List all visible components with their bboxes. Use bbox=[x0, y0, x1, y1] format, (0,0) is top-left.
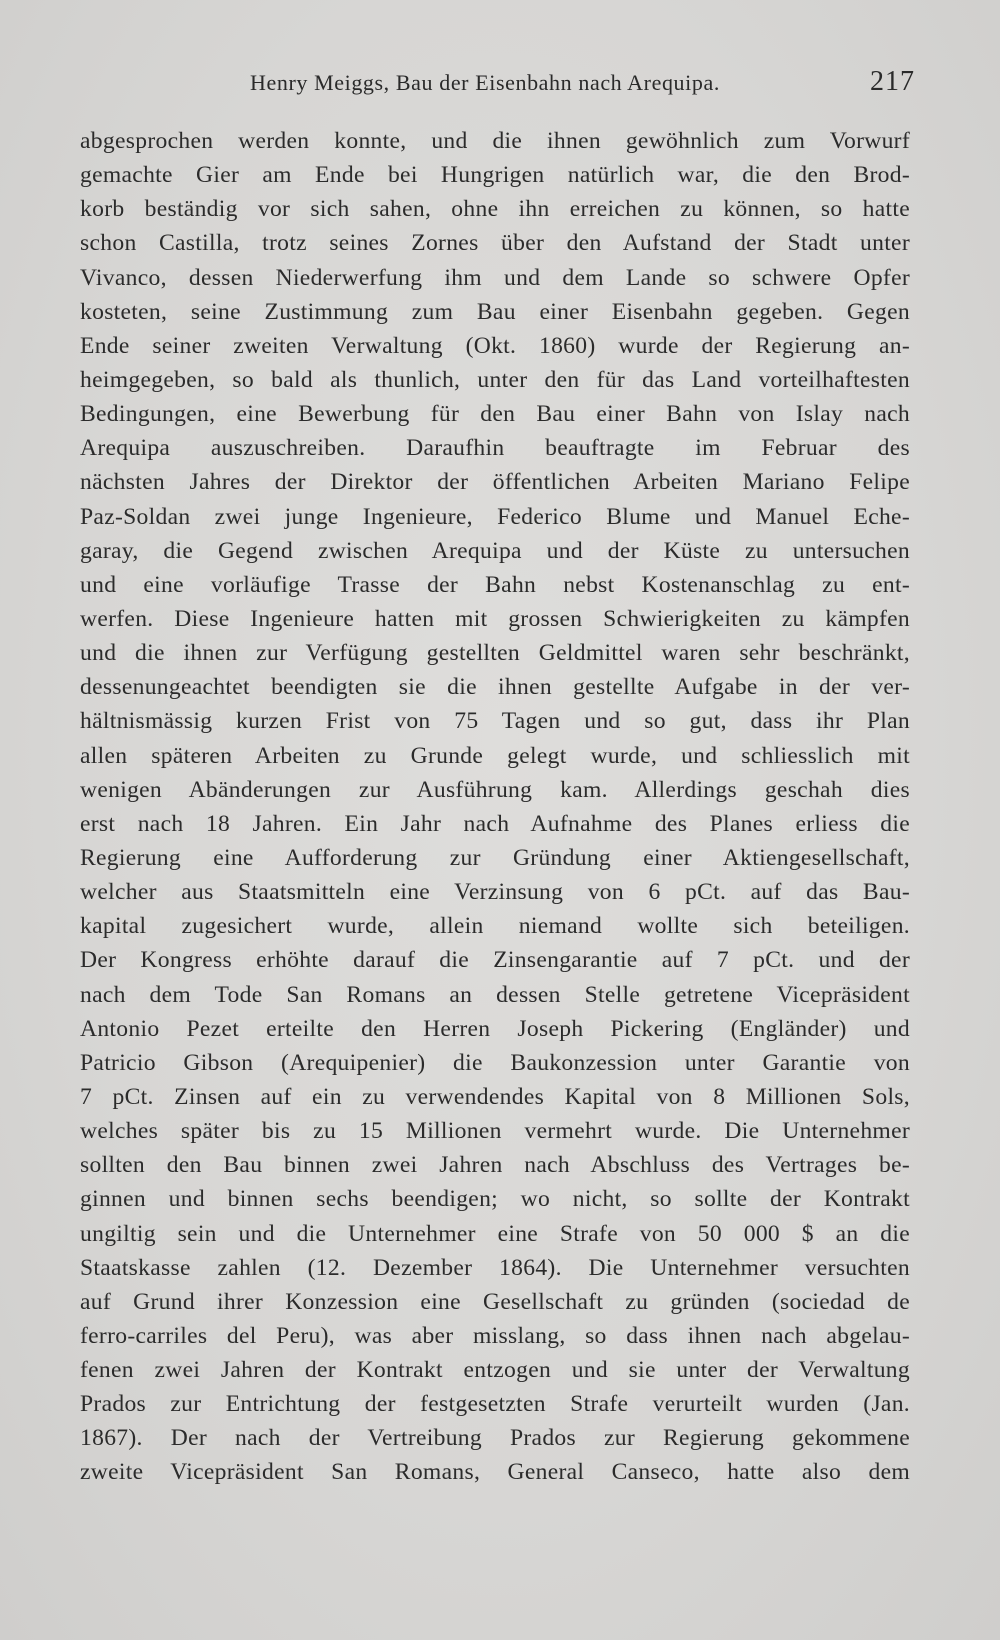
text-line: garay, die Gegend zwischen Arequipa und der Küste zu untersuchen bbox=[80, 537, 910, 564]
page-number: 217 bbox=[870, 66, 915, 97]
body-text bbox=[80, 124, 910, 1490]
text-line: 7 pCt. Zinsen auf ein zu verwendendes Kapital von 8 Millionen Sols, bbox=[80, 1083, 910, 1110]
text-line: Staatskasse zahlen (12. Dezember 1864). Die Unternehmer versuchten bbox=[80, 1254, 910, 1281]
text-line: Ende seiner zweiten Verwaltung (Okt. 1860) wurde der Regierung an- bbox=[80, 332, 910, 359]
text-line: zweite Vicepräsident San Romans, General Canseco, hatte also dem bbox=[80, 1459, 910, 1486]
text-line: und eine vorläufige Trasse der Bahn nebst Kostenanschlag zu ent- bbox=[80, 571, 910, 598]
text-line: Vivanco, dessen Niederwerfung ihm und dem Lande so schwere Opfer bbox=[80, 264, 910, 291]
text-line: Patricio Gibson (Arequipenier) die Baukonzession unter Garantie von bbox=[80, 1049, 910, 1076]
text-line: auf Grund ihrer Konzession eine Gesellschaft zu gründen (sociedad de bbox=[80, 1288, 910, 1315]
text-line: schon Castilla, trotz seines Zornes über den Aufstand der Stadt unter bbox=[80, 230, 910, 257]
text-line: hältnismässig kurzen Frist von 75 Tagen und so gut, dass ihr Plan bbox=[80, 708, 910, 735]
text-line: ginnen und binnen sechs beendigen; wo nicht, so sollte der Kontrakt bbox=[80, 1186, 910, 1213]
text-line: 1867). Der nach der Vertreibung Prados zur Regierung gekommene bbox=[80, 1425, 910, 1452]
text-line: erst nach 18 Jahren. Ein Jahr nach Aufnahme des Planes erliess die bbox=[80, 810, 910, 837]
text-line: welches später bis zu 15 Millionen vermehrt wurde. Die Unternehmer bbox=[80, 1118, 910, 1145]
text-line: Bedingungen, eine Bewerbung für den Bau einer Bahn von Islay nach bbox=[80, 401, 910, 428]
text-line: Paz-Soldan zwei junge Ingenieure, Federico Blume und Manuel Eche- bbox=[80, 503, 910, 530]
text-line: korb beständig vor sich sahen, ohne ihn erreichen zu können, so hatte bbox=[80, 196, 910, 223]
page-header bbox=[80, 64, 915, 110]
text-line: abgesprochen werden konnte, und die ihnen gewöhnlich zum Vorwurf bbox=[80, 128, 910, 154]
text-line: Der Kongress erhöhte darauf die Zinsengarantie auf 7 pCt. und der bbox=[80, 947, 910, 974]
text-line: Arequipa auszuschreiben. Daraufhin beauftragte im Februar des bbox=[80, 435, 910, 462]
text-line: gemachte Gier am Ende bei Hungrigen natürlich war, die den Brod- bbox=[80, 162, 910, 189]
text-line: wenigen Abänderungen zur Ausführung kam. Allerdings geschah dies bbox=[80, 776, 910, 803]
text-line: dessenungeachtet beendigten sie die ihnen gestellte Aufgabe in der ver- bbox=[80, 674, 910, 701]
text-line: nach dem Tode San Romans an dessen Stelle getretene Vicepräsident bbox=[80, 981, 910, 1008]
text-line: und die ihnen zur Verfügung gestellten Geldmittel waren sehr beschränkt, bbox=[80, 640, 910, 667]
text-line: Prados zur Entrichtung der festgesetzten Strafe verurteilt wurden (Jan. bbox=[80, 1391, 910, 1418]
text-line: Antonio Pezet erteilte den Herren Joseph Pickering (Engländer) und bbox=[80, 1015, 910, 1042]
text-line: fenen zwei Jahren der Kontrakt entzogen und sie unter der Verwaltung bbox=[80, 1357, 910, 1384]
text-line: Regierung eine Aufforderung zur Gründung einer Aktiengesellschaft, bbox=[80, 844, 910, 871]
text-line: ferro-carriles del Peru), was aber misslang, so dass ihnen nach abgelau- bbox=[80, 1322, 910, 1349]
text-line: allen späteren Arbeiten zu Grunde gelegt wurde, und schliesslich mit bbox=[80, 742, 910, 769]
text-line: werfen. Diese Ingenieure hatten mit grossen Schwierigkeiten zu kämpfen bbox=[80, 605, 910, 632]
text-line: sollten den Bau binnen zwei Jahren nach Abschluss des Vertrages be- bbox=[80, 1152, 910, 1179]
text-line: heimgegeben, so bald als thunlich, unter den für das Land vorteilhaftesten bbox=[80, 366, 910, 393]
text-line: ungiltig sein und die Unternehmer eine Strafe von 50 000 $ an die bbox=[80, 1220, 910, 1247]
text-line: nächsten Jahres der Direktor der öffentlichen Arbeiten Mariano Felipe bbox=[80, 469, 910, 496]
text-line: kosteten, seine Zustimmung zum Bau einer Eisenbahn gegeben. Gegen bbox=[80, 298, 910, 325]
text-line: welcher aus Staatsmitteln eine Verzinsung von 6 pCt. auf das Bau- bbox=[80, 879, 910, 906]
running-title: Henry Meiggs, Bau der Eisenbahn nach Arequipa. bbox=[250, 70, 720, 95]
text-line: kapital zugesichert wurde, allein niemand wollte sich beteiligen. bbox=[80, 913, 910, 940]
